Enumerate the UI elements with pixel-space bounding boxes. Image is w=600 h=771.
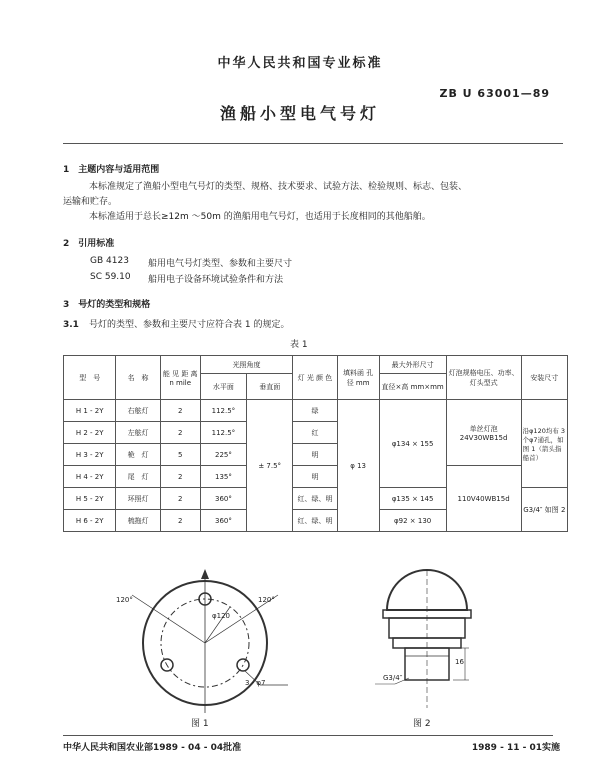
cell-vis: 2 [160, 510, 200, 532]
cell-bulb-b: 110V40WB15d [446, 466, 521, 532]
header-rule [63, 143, 563, 144]
cell-vis: 2 [160, 488, 200, 510]
table-row [64, 466, 568, 488]
th-angle: 光照角度 [200, 356, 293, 374]
section-3-1-text: 号灯的类型、参数和主要尺寸应符合表 1 的规定。 [89, 320, 290, 330]
cell-code: H 4 - 2Y [64, 466, 116, 488]
cell-color: 红、绿、明 [293, 510, 337, 532]
fig1-caption: 图 1 [191, 719, 209, 729]
cell-name: 环照灯 [116, 488, 160, 510]
section-3-title: 3 号灯的类型和规格 [63, 300, 151, 310]
cell-color: 明 [293, 466, 337, 488]
fig2-caption: 图 2 [413, 719, 431, 729]
cell-code: H 6 - 2Y [64, 510, 116, 532]
th-hole: 填料函 孔 径 mm [337, 356, 379, 400]
cell-code: H 3 - 2Y [64, 444, 116, 466]
section-1-para-2: 本标准适用于总长≥12m ～50m 的渔船用电气号灯，也适用于长度相同的其他船舶。 [89, 212, 431, 222]
cell-code: H 2 - 2Y [64, 422, 116, 444]
cell-horiz: 135° [200, 466, 246, 488]
cell-color: 红 [293, 422, 337, 444]
cell-vis: 5 [160, 444, 200, 466]
th-vertical: 垂直面 [247, 374, 293, 400]
figure-1-drawing [110, 565, 300, 715]
section-1-title: 1 主题内容与适用范围 [63, 165, 160, 175]
section-1-para-1b: 运输和贮存。 [63, 197, 118, 207]
cell-vis: 2 [160, 422, 200, 444]
cell-horiz: 360° [200, 510, 246, 532]
cell-name: 桅 灯 [116, 444, 160, 466]
th-name: 名 称 [116, 356, 160, 400]
cell-name: 右舷灯 [116, 400, 160, 422]
ref-2-code: SC 59.10 [90, 272, 131, 282]
cell-dims-a: φ134 × 155 [379, 400, 446, 488]
fig1-angle-right-label: 120° [258, 596, 275, 604]
ref-2-text: 船用电子设备环境试验条件和方法 [148, 275, 284, 285]
figure-2-drawing [365, 560, 515, 710]
cell-color: 绿 [293, 400, 337, 422]
th-horizontal: 水平面 [200, 374, 246, 400]
cell-mount-a: 沿φ120均布 3个φ7通孔，如图 1（箭头指船首） [521, 400, 567, 488]
cell-vertical-all: ± 7.5° [247, 400, 293, 532]
section-2-title: 2 引用标准 [63, 239, 115, 249]
cell-color: 明 [293, 444, 337, 466]
cell-horiz: 360° [200, 488, 246, 510]
cell-mount-b: G3/4″ 如图 2 [521, 488, 567, 532]
fig2-thread-label: G3/4″ [383, 674, 403, 682]
cell-dims-b: φ135 × 145 [379, 488, 446, 510]
ref-1-text: 船用电气号灯类型、参数和主要尺寸 [148, 259, 293, 269]
fig1-angle-left-label: 120° [116, 596, 133, 604]
section-3-1-number: 3.1 [63, 320, 79, 330]
cell-dims-c: φ92 × 130 [379, 510, 446, 532]
th-visibility: 能 见 距 离 n mile [160, 356, 200, 400]
footer-effective: 1989 - 11 - 01实施 [471, 743, 560, 753]
cell-horiz: 112.5° [200, 400, 246, 422]
cell-vis: 2 [160, 466, 200, 488]
fig1-holes-label: 3 - φ7 [245, 679, 266, 687]
cell-bulb-a: 单丝灯泡 24V30WB15d [446, 400, 521, 466]
cell-code: H 1 - 2Y [64, 400, 116, 422]
standard-code: ZB U 63001—89 [439, 87, 550, 100]
table-row [64, 400, 568, 422]
cell-name: 尾 灯 [116, 466, 160, 488]
document-title: 渔船小型电气号灯 [219, 104, 380, 123]
cell-color: 红、绿、明 [293, 488, 337, 510]
cell-horiz: 225° [200, 444, 246, 466]
cell-name: 左舷灯 [116, 422, 160, 444]
th-bulb: 灯泡规格电压、功率、灯头型式 [446, 356, 521, 400]
fig1-diameter-label: φ120 [212, 612, 230, 620]
standard-org: 中华人民共和国专业标准 [217, 56, 383, 71]
fig2-dim-label: 16 [455, 658, 464, 666]
ref-1-code: GB 4123 [90, 256, 129, 266]
footer-rule [63, 735, 553, 736]
cell-horiz: 112.5° [200, 422, 246, 444]
spec-table [63, 355, 568, 532]
th-dims-sub: 直径×高 mm×mm [379, 374, 446, 400]
th-color: 灯 光 颜 色 [293, 356, 337, 400]
cell-hole-all: φ 13 [337, 400, 379, 532]
th-code: 型 号 [64, 356, 116, 400]
th-mount: 安装尺寸 [521, 356, 567, 400]
cell-name: 梳拖灯 [116, 510, 160, 532]
cell-code: H 5 - 2Y [64, 488, 116, 510]
fig1-bow-arrow-icon [201, 569, 209, 579]
section-1-para-1a: 本标准规定了渔船小型电气号灯的类型、规格、技术要求、试验方法、检验规则、标志、包装、 [89, 182, 468, 192]
table-caption: 表 1 [290, 340, 308, 350]
cell-vis: 2 [160, 400, 200, 422]
footer-issued: 中华人民共和国农业部1989 - 04 - 04批准 [63, 743, 242, 753]
th-dims: 最大外形尺寸 [379, 356, 446, 374]
